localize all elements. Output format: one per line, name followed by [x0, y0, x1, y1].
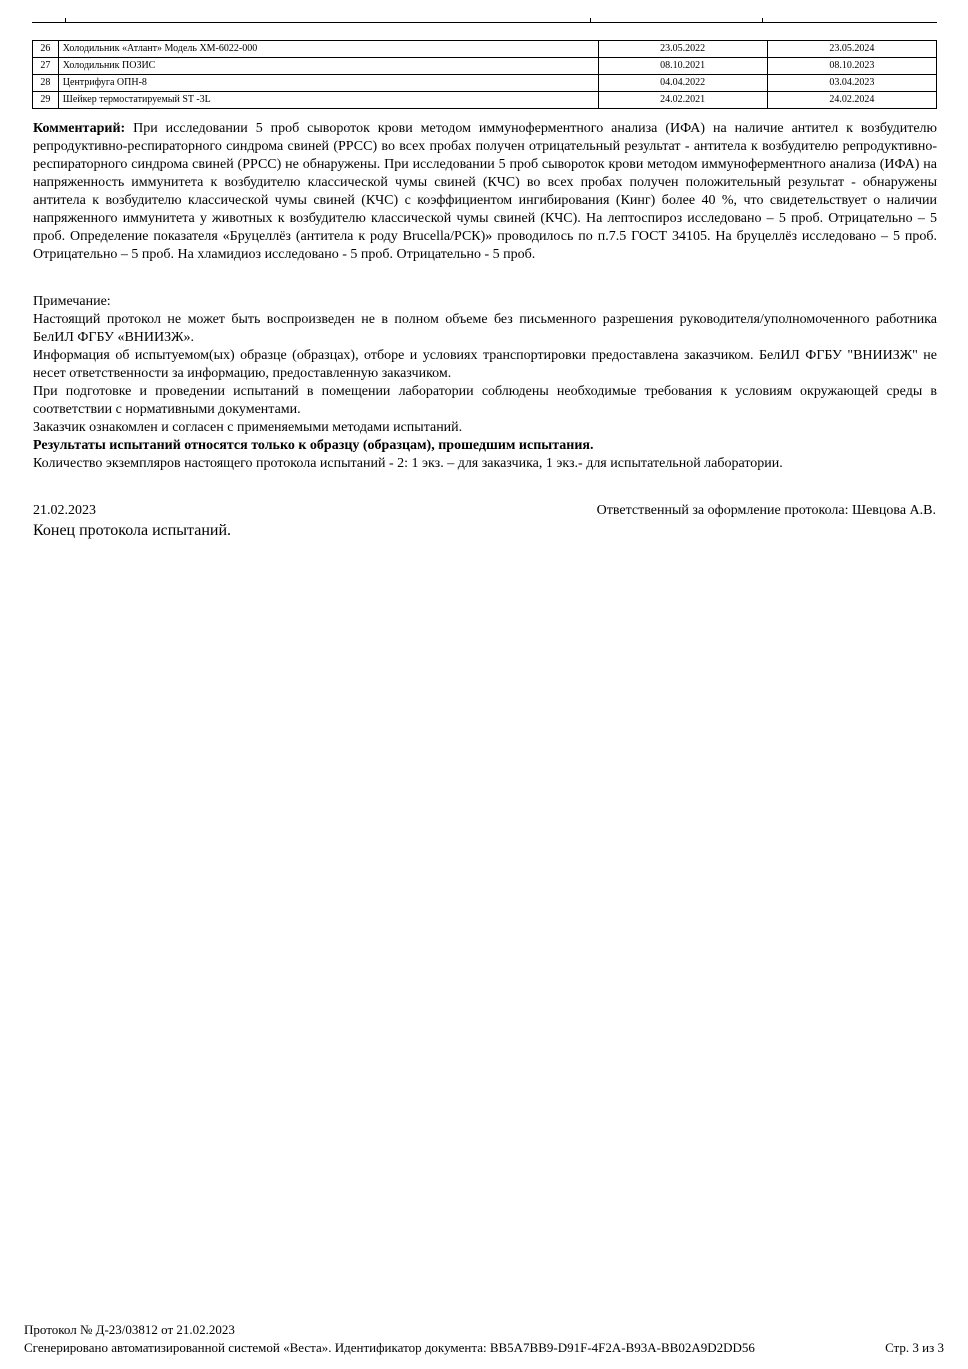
protocol-end-text: Конец протокола испытаний.	[33, 522, 232, 539]
note-line: При подготовке и проведении испытаний в помещении лаборатории соблюдены необходимые требования к условиям окружающей среды в соответствии с нормативными документами.	[33, 384, 937, 417]
table-row	[33, 58, 937, 75]
top-rule-tick	[762, 18, 763, 22]
check-date: 04.04.2022	[598, 75, 767, 92]
note-line: Заказчик ознакомлен и согласен с применяемыми методами испытаний.	[33, 420, 463, 435]
signature-date: 21.02.2023	[33, 503, 96, 518]
valid-until-date: 03.04.2023	[767, 75, 936, 92]
notes-heading: Примечание:	[33, 294, 111, 309]
valid-until-date: 23.05.2024	[767, 41, 936, 58]
footer-protocol-number: Протокол № Д-23/03812 от 21.02.2023	[24, 1322, 235, 1337]
note-line: Информация об испытуемом(ых) образце (образцах), отборе и условиях транспортировки предоставлена заказчиком. БелИЛ ФГБУ "ВНИИЗЖ" не несет ответственности за информацию, предоставленную заказчиком.	[33, 348, 937, 381]
top-rule-tick	[590, 18, 591, 22]
valid-until-date: 08.10.2023	[767, 58, 936, 75]
footer-generated-by: Сгенерировано автоматизированной системой «Веста». Идентификатор документа: BB5A7BB9-D91F-4F2A-B93A-BB02A9D2DD56	[24, 1340, 755, 1355]
check-date: 08.10.2021	[598, 58, 767, 75]
table-row	[33, 75, 937, 92]
equipment-name: Холодильник ПОЗИС	[58, 58, 598, 75]
copies-count-line: Количество экземпляров настоящего протокола испытаний - 2: 1 экз. – для заказчика, 1 экз.- для испытательной лаборатории.	[33, 456, 783, 471]
comment-paragraph	[33, 120, 937, 264]
table-row	[33, 41, 937, 58]
comment-text: При исследовании 5 проб сывороток крови методом иммуноферментного анализа (ИФА) на наличие антител к возбудителю репродуктивно-респираторного синдрома свиней (РРСС) во всех пробах получен отрицательный результат - антитела к возбудителю репродуктивно-респираторного синдрома свиней (РРСС) не обнаружены. При исследовании 5 проб сывороток крови методом иммуноферментного анализа (ИФА) на напряженность иммунитета к возбудителю классической чумы свиней (КЧС) во всех пробах получен положительный результат - обнаружены антитела к возбудителю классической чумы свиней (КЧС) с коэффициентом ингибирования (Кинг) более 40 %, что свидетельствует о наличии напряженного иммунитета у животных к возбудителю классической чумы свиней (КЧС). На лептоспироз исследовано – 5 проб. Отрицательно – 5 проб. Определение показателя «Бруцеллёз (антитела к роду Brucella/РСК)» проводилось по п.7.5 ГОСТ 34105. На бруцеллёз исследовано – 5 проб. Отрицательно – 5 проб. На хламидиоз исследовано - 5 проб. Отрицательно - 5 проб.	[33, 121, 937, 262]
results-disclaimer: Результаты испытаний относятся только к образцу (образцам), прошедшим испытания.	[33, 438, 594, 453]
check-date: 24.02.2021	[598, 92, 767, 109]
row-number: 29	[33, 92, 59, 109]
check-date: 23.05.2022	[598, 41, 767, 58]
top-rule-tick	[65, 18, 66, 22]
equipment-name: Шейкер термостатируемый ST -3L	[58, 92, 598, 109]
row-number: 28	[33, 75, 59, 92]
row-number: 26	[33, 41, 59, 58]
equipment-table	[32, 40, 937, 109]
comment-label: Комментарий:	[33, 121, 126, 136]
row-number: 27	[33, 58, 59, 75]
responsible-person: Ответственный за оформление протокола: Шевцова А.В.	[596, 503, 936, 518]
equipment-name: Холодильник «Атлант» Модель ХМ-6022-000	[58, 41, 598, 58]
table-row	[33, 92, 937, 109]
top-rule	[32, 22, 937, 23]
notes-section	[33, 293, 937, 473]
equipment-name: Центрифуга ОПН-8	[58, 75, 598, 92]
note-line: Настоящий протокол не может быть воспроизведен не в полном объеме без письменного разрешения руководителя/уполномоченного работника БелИЛ ФГБУ «ВНИИЗЖ».	[33, 312, 937, 345]
valid-until-date: 24.02.2024	[767, 92, 936, 109]
footer-page-number: Стр. 3 из 3	[885, 1340, 944, 1355]
